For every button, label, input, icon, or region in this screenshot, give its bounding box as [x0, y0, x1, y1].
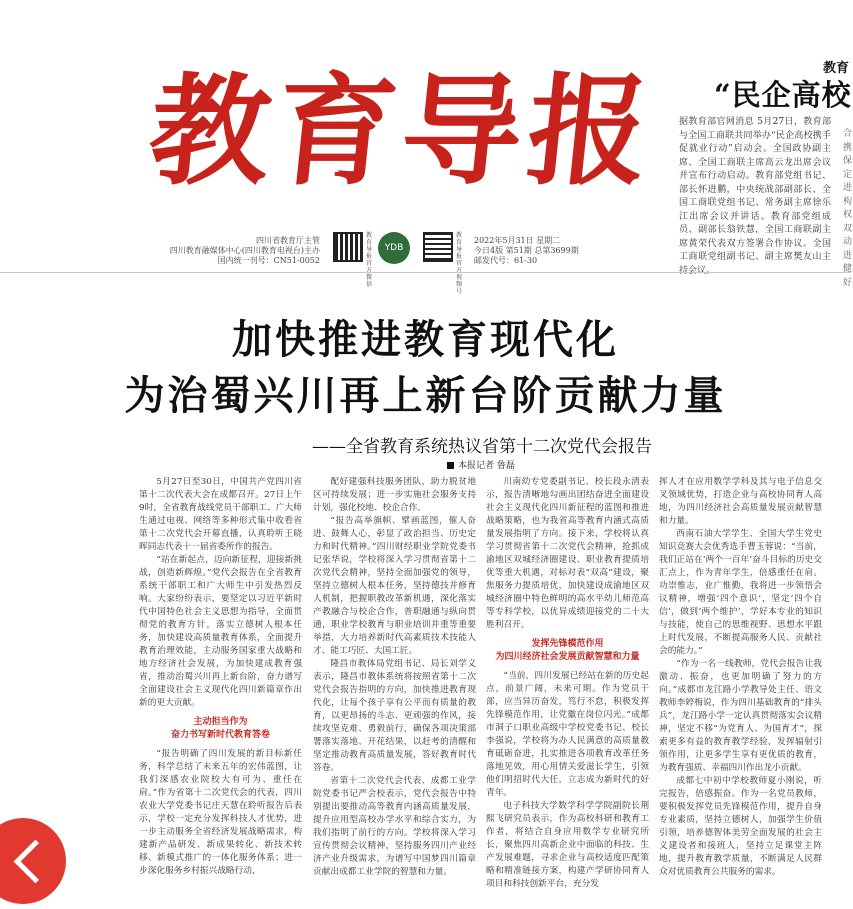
- article-column-4: [659, 476, 822, 879]
- teaser-side-column: 合 携 保 定 进 构 权 双 动 进 健 好: [843, 129, 853, 288]
- media-logo-icon: YDB: [378, 232, 410, 264]
- subheadline: ——全省教育系统热议省第十二次党代会报告: [312, 437, 652, 457]
- video-qr-code[interactable]: [423, 232, 453, 262]
- article-column-2: [313, 476, 476, 879]
- newspaper-masthead-title: 教育导报: [142, 61, 662, 202]
- teaser-kicker: 教育: [823, 61, 850, 76]
- teaser-body: 据教育部官网消息 5月27日，教育部与全国工商联共同举办“民企高校携手促就业行动”启动会。全国政协副主席、全国工商联主席高云龙出席会议并宣布行动启动。教育部党组书记、部长怀进鹏，中央统战部副部长、全国工商联党组书记、常务副主席徐乐江出席会议并讲话。教育部党组成员、副部长翁铁慧，全国工商联副主席黄荣代表双方签署合作协议。全国工商联党组副书记、副主席樊友山主持会议。: [679, 117, 831, 276]
- post-code: 邮发代号：61-30: [474, 256, 538, 265]
- byline-square-icon: [447, 462, 454, 469]
- qr-caption-right: 教育导报官方视频号: [456, 232, 463, 295]
- headline-line-1: 加快推进教育现代化: [232, 317, 619, 363]
- teaser-headline[interactable]: “民企高校: [714, 78, 852, 112]
- paragraph: “当前，四川发展已经站在新的历史起点，前景广阔，未来可期。作为党员干部，应当异历奋发，笃行不怠，积极发挥先锋模范作用，让党徽在岗位闪光。”成都市洞子口职业高级中学校党委书记、校长李强说，学校将为办人民满意的高质量教育砥砺奋进，扎实推进各项教育改革任务落地见效，用心用情关爱滋长学生，引领他们明招时代大任，立志成为新时代的好青年。: [486, 671, 649, 798]
- paragraph: “报告明确了四川发展的新目标新任务，科学总结了未来五年的宏伟蓝图，让我们深感农业院校大有可为、重任在肩。”作为省第十二次党代会的代表，四川农业大学党委书记庄天慧在聆听报告后表示，学校一定充分发挥科技人才优势，进一步主动服务全省经济发展战略需求，构建新产品研发、新成果转化、新技术转移、新模式推广的一体化服务体系；进一步深化服务乡村振兴战略行动，: [139, 749, 302, 876]
- publisher-line: 四川教育融媒体中心(四川教育电视台)主办: [169, 246, 320, 255]
- cn-number: 国内统一刊号：CN51-0052: [217, 256, 320, 265]
- qr-caption-left: 教育导报官方微信: [366, 232, 373, 288]
- headline-line-2: 为治蜀兴川再上新台阶贡献力量: [124, 373, 727, 419]
- paragraph: 西南石油大学学生、全国大学生党史知识竞赛大会优秀选手曹玉蓉说：“当前，我们正站在‘两个一百年’奋斗目标的历史交汇点上，作为青年学生，倍感重任在肩。功崇惟志，业广惟勤，我将进一步领悟会议精神，增强‘四个意识’，坚定‘四个自信’，做到‘两个维护’，学好本专业的知识与技能，使自己的思维视野、思想水平跟上时代发展，不断提高服务人民、贡献社会的能力。”: [659, 529, 822, 656]
- paragraph: “站在新起点，迈向新征程，迎接新挑战，创造新辉煌。”党代会报告在全省教育系统干部职工和广大师生中引发热烈反响。大家纷纷表示，要坚定以习近平新时代中国特色社会主义思想为指导，全面贯彻党的教育方针，落实立德树人根本任务，加快建设高质量教育体系，全面提升教育治理效能，主动服务国家重大战略和地方经济社会发展，为加快建成教育强省，推动治蜀兴川再上新台阶，奋力谱写全面建设社会主义现代化四川新篇章作出新的更大贡献。: [139, 555, 302, 708]
- masthead-divider: [0, 272, 851, 273]
- paragraph: 电子科技大学数学科学学院副院长荆熙飞研究员表示，作为高校科研和教育工作者，将结合自身应用数学专业研究所长，聚焦四川高新企业中面临的科技、生产发展难题，寻求企业与高校适度匹配策略和精准链接方案，构建产学研协同育人项目和科技创新平台，充分发: [486, 801, 649, 889]
- paragraph: 配好建强科技服务团队，助力脱贫地区可持续发展；进一步实施社会服务支持计划，强化校地、校企合作。: [313, 477, 476, 513]
- publication-info: [250, 236, 320, 246]
- section-heading-2: 发挥先锋模范作用 为四川经济社会发展贡献智慧和力量: [495, 639, 640, 662]
- sponsor-line: 四川省教育厅主管: [256, 236, 320, 245]
- paragraph: “作为一名一线教师，党代会报告让我激动、振奋，也更加明确了努力的方向。”成都市龙江路小学教导处主任、语文教师李婷梅说，作为四川基础教育的“排头兵”，龙江路小学一定认真贯彻落实会议精神，坚定不移“为党育人、为国育才”，探索更多有益的教育教学经验，发挥辐射引领作用，让更多学生享有更优质的教育，为教育强质、幸福四川作出龙小贡献。: [659, 659, 822, 773]
- paragraph: 成都七中初中学校教师夏小刚说，听完报告，倍感振奋。作为一名党员教师，要积极发挥党员先锋模范作用，提升自身专业素质，坚持立德树人，加强学生价值引领，培养德智体美劳全面发展的社会主义建设者和接班人，坚持立足课堂主阵地，提升教育教学质量，不断满足人民群众对优质教育公共服务的需求。: [659, 776, 822, 877]
- back-button[interactable]: [0, 818, 66, 904]
- byline: 本报记者 鲁磊: [447, 458, 515, 471]
- paragraph: 省第十二次党代会代表、成都工业学院党委书记严会校表示，党代会报告中特别提出要推动高等教育内涵高质量发展，提升应用型高校办学水平和综合实力，为我们指明了前行的方向。学校将深入学习宣传贯彻会议精神，坚持服务四川产业经济产业升级需求，为谱写中国梦四川篇章贡献出成都工业学院的智慧和力量。: [313, 776, 476, 877]
- paragraph: 川南幼专党委副书记、校长段永清表示，报告清晰地勾画出团结奋进全面建设社会主义现代化四川新征程的蓝图和推进战略策略，也为我省高等教育内涵式高质量发展指明了方向。接下来，学校将认真学习贯彻省第十二次党代会精神，抢抓成渝地区双城经济圈建设、职业教育提质培优等重大机遇，对标对表“双高”建设，聚焦服务力提质培优，加快建设成渝地区双城经济圈中特色鲜明的高水平幼儿师范高等专科学校，以优异成绩迎接党的二十大胜利召开。: [486, 477, 649, 630]
- paragraph: 挥人才在应用数学学科及其与电子信息交叉领域优势，打造企业与高校协同育人高地，为四川经济社会高质量发展贡献智慧和力量。: [659, 477, 822, 526]
- paragraph: 隆昌市教体局党组书记、局长刘学义表示，隆昌市教体系统将按照省第十二次党代会报告指明的方向，加快推进教育现代化，让每个孩子享有公平而有质量的教育，以更昂扬的斗志、更顽强的作风，接续攻坚克难、勇毅前行，确保各项决策部署落实落地、开花结果，以赶考的清醒和坚定推动教育高质量发展，答好教育时代答卷。: [313, 659, 476, 773]
- issue-number: 今日4版 第51期 总第3699期: [474, 246, 579, 255]
- paragraph: 5月27日至30日，中国共产党四川省第十二次代表大会在成都召开。27日上午9时，全省教育战线党员干部职工、广大师生通过电视、网络等多种形式集中收看省第十二次党代会开幕直播，认真聆听王晓晖同志代表十一届省委所作的报告。: [139, 477, 302, 552]
- article-column-1: [139, 476, 302, 878]
- chevron-left-icon: [13, 839, 57, 883]
- issue-date: 2022年5月31日 星期二: [474, 236, 561, 245]
- section-heading-1: 主动担当作为 奋力书写新时代教育答卷: [170, 717, 270, 740]
- wechat-qr-code[interactable]: [333, 232, 363, 262]
- paragraph: “报告高举旗帜、擘画蓝图，催人奋进、鼓舞人心，彰显了政治担当、历史定力和时代精神。”四川财经职业学院党委书记张华说，学校将深入学习贯彻省第十二次党代会精神，坚持全面加强党的领导，坚持立德树人根本任务，坚持德技并修育人机制，把握职教改革新机遇，深化落实产教融合与校企合作，普职融通与纵向贯通，职业学校教育与职业培训并重等重要举措，大力培养新时代高素质技术技能人才、能工巧匠、大国工匠。: [313, 516, 476, 656]
- article-column-3: [486, 476, 649, 891]
